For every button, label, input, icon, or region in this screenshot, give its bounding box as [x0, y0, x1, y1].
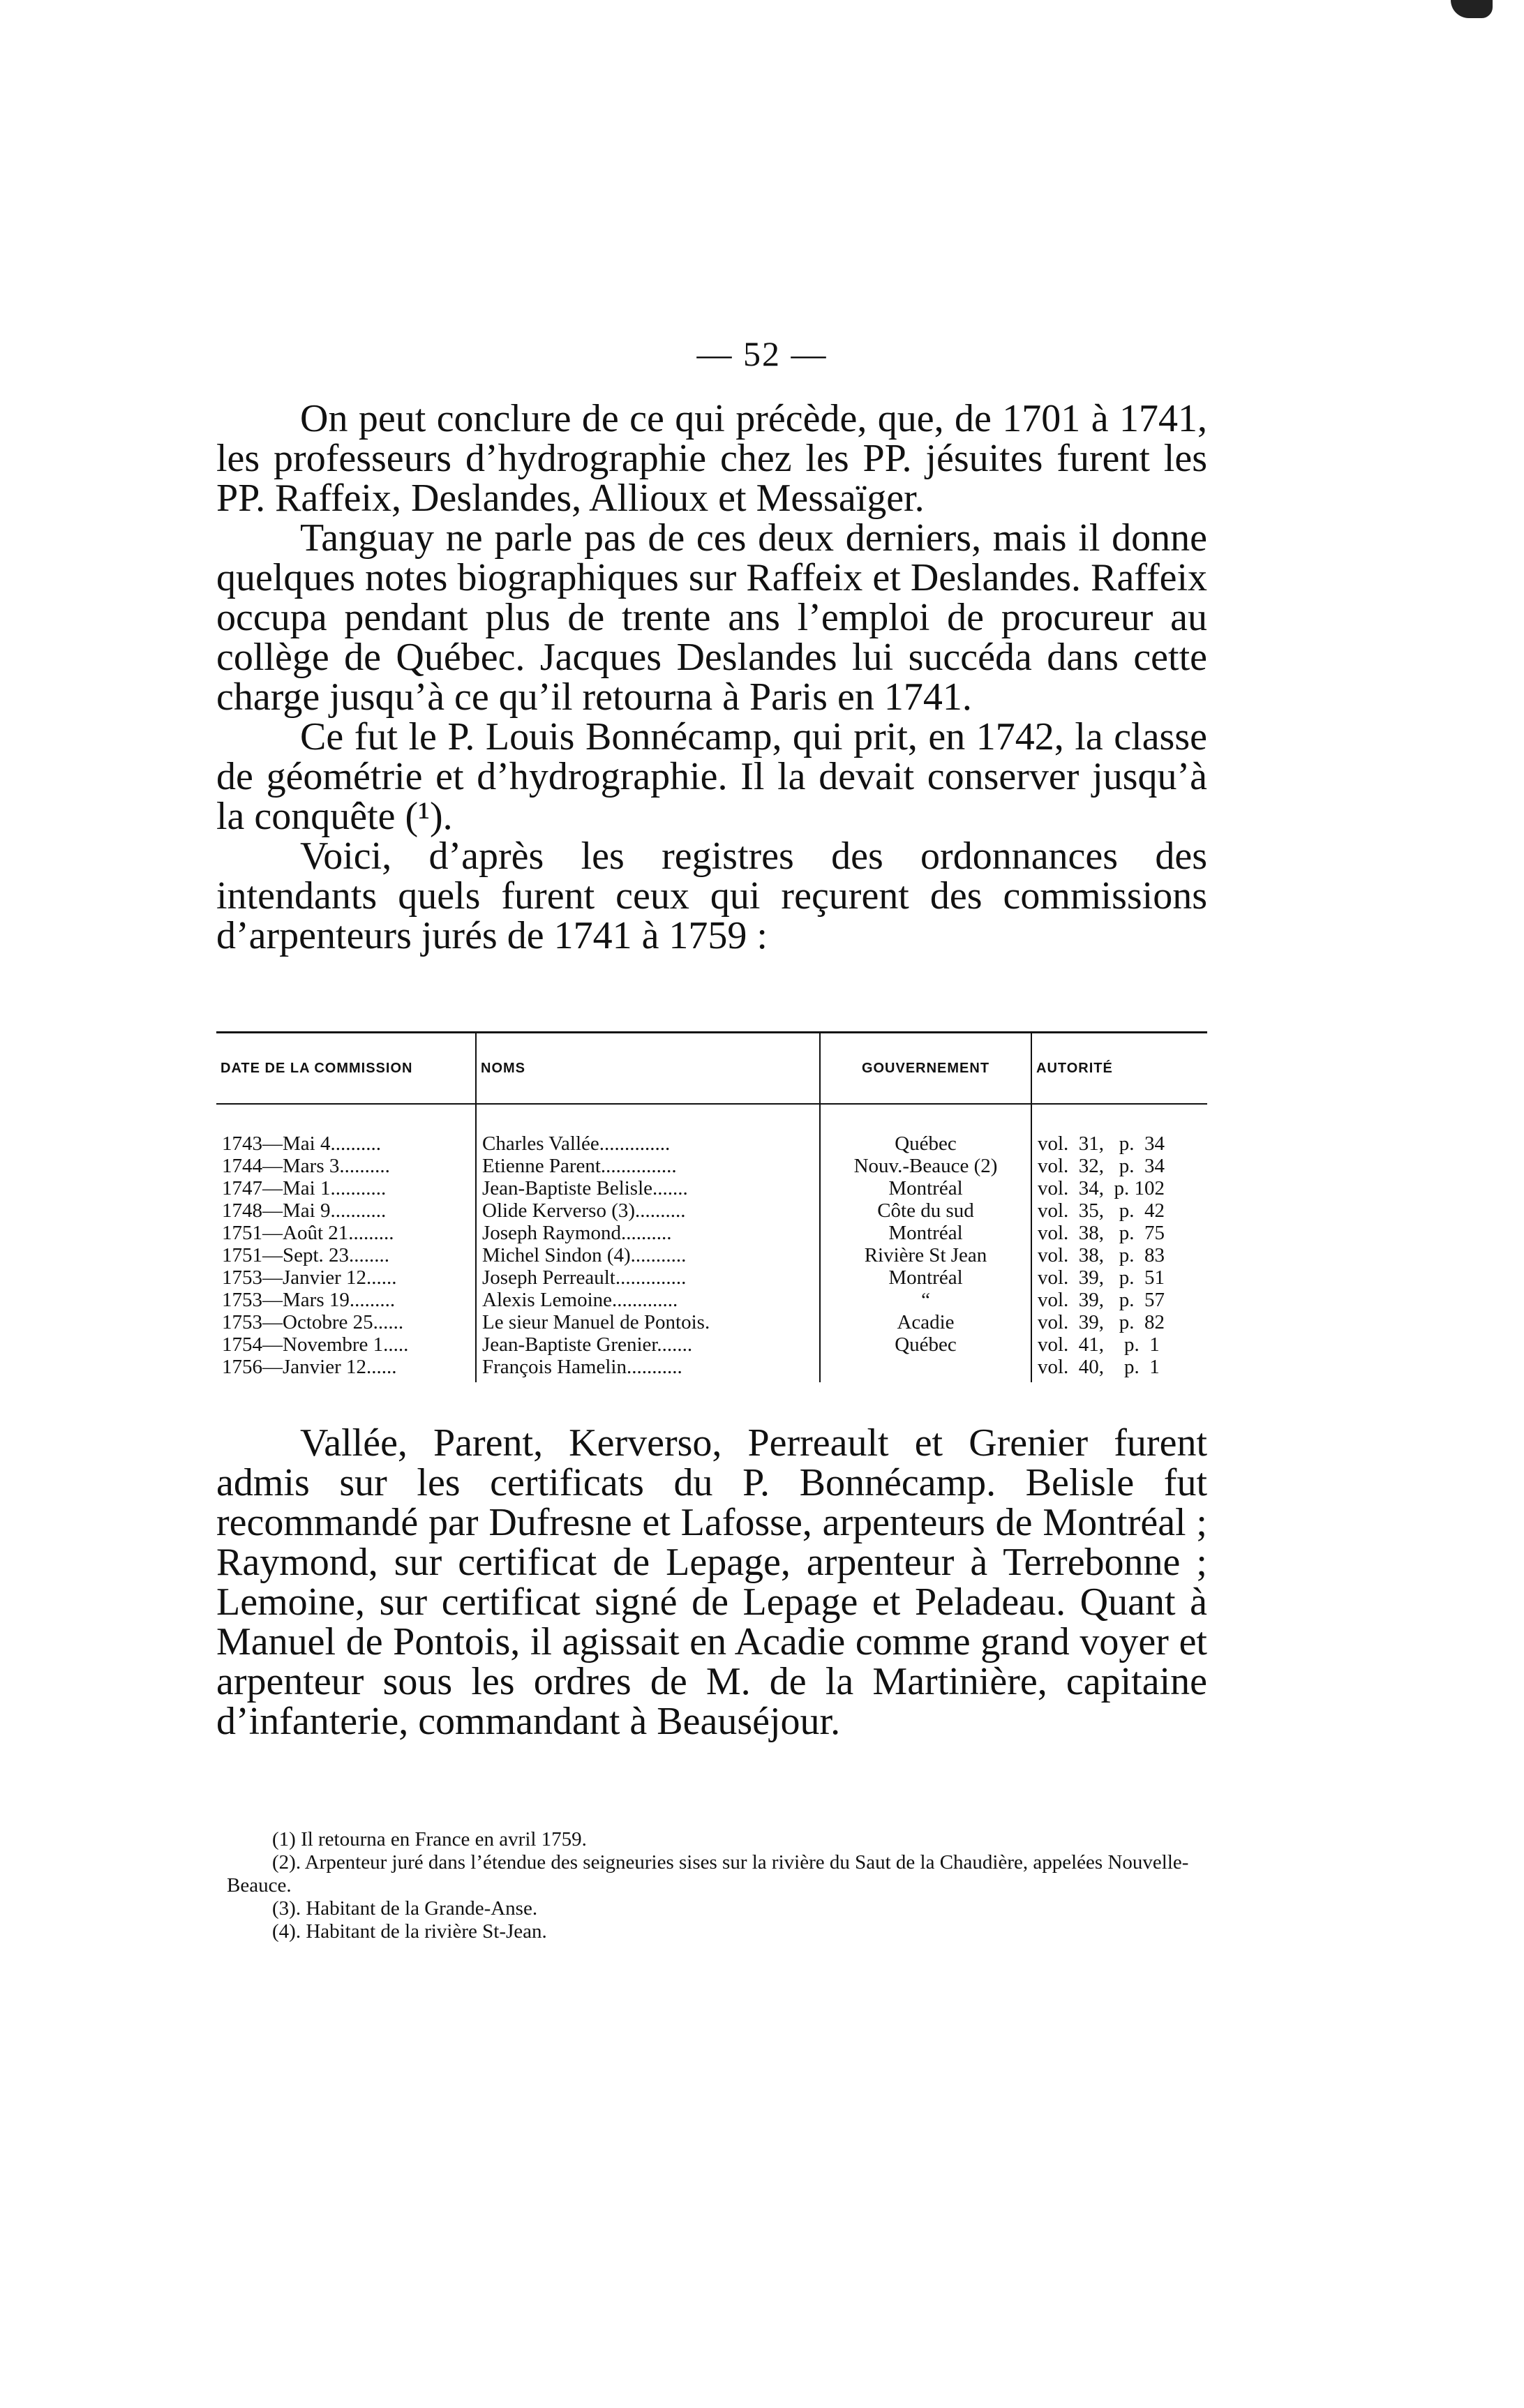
gouvernement-cell: Acadie	[820, 1311, 1031, 1333]
page-number: — 52 —	[696, 334, 828, 373]
gouvernement-cell: “	[820, 1289, 1031, 1311]
header-date: DATE DE LA COMMISSION	[216, 1033, 476, 1104]
autorite-cell: vol. 35, p. 42	[1031, 1199, 1207, 1222]
name-cell: Joseph Raymond..........	[476, 1222, 820, 1244]
autorite-cell: vol. 31, p. 34	[1031, 1104, 1207, 1155]
gouvernement-cell: Nouv.-Beauce (2)	[820, 1155, 1031, 1177]
name-cell: Michel Sindon (4)...........	[476, 1244, 820, 1266]
date-cell: 1748—Mai 9...........	[222, 1199, 387, 1222]
date-cell: 1756—Janvier 12......	[222, 1356, 397, 1378]
date-cell: 1751—Sept. 23........	[222, 1244, 390, 1266]
footnote: (2). Arpenteur juré dans l’étendue des seigneuries sises sur la rivière du Saut de la Chaudière, appelées Nouvelle-Beauce.	[227, 1851, 1189, 1897]
date-cell: 1753—Janvier 12......	[222, 1266, 397, 1289]
gouvernement-cell	[820, 1356, 1031, 1382]
gouvernement-cell: Rivière St Jean	[820, 1244, 1031, 1266]
autorite-cell: vol. 39, p. 57	[1031, 1289, 1207, 1311]
name-cell: Le sieur Manuel de Pontois.	[476, 1311, 820, 1333]
footnote: (4). Habitant de la rivière St-Jean.	[272, 1920, 547, 1943]
name-cell: Olide Kerverso (3)..........	[476, 1199, 820, 1222]
name-cell: Etienne Parent...............	[476, 1155, 820, 1177]
autorite-cell: vol. 38, p. 75	[1031, 1222, 1207, 1244]
gouvernement-cell: Montréal	[820, 1177, 1031, 1199]
name-cell: François Hamelin...........	[476, 1356, 820, 1382]
name-cell: Joseph Perreault..............	[476, 1266, 820, 1289]
autorite-cell: vol. 39, p. 82	[1031, 1311, 1207, 1333]
table	[216, 1033, 1207, 1382]
name-cell: Jean-Baptiste Belisle.......	[476, 1177, 820, 1199]
header-gouvernement: GOUVERNEMENT	[820, 1033, 1031, 1104]
footnote: (1) Il retourna en France en avril 1759.	[272, 1828, 587, 1850]
table-row	[216, 1266, 1207, 1289]
closing-text	[216, 1423, 1207, 1742]
table-row	[216, 1104, 1207, 1155]
gouvernement-cell: Montréal	[820, 1266, 1031, 1289]
date-cell: 1753—Mars 19.........	[222, 1289, 396, 1311]
table-row	[216, 1333, 1207, 1356]
date-cell: 1744—Mars 3..........	[222, 1155, 390, 1177]
table-row	[216, 1356, 1207, 1382]
autorite-cell: vol. 34, p. 102	[1031, 1177, 1207, 1199]
autorite-cell: vol. 38, p. 83	[1031, 1244, 1207, 1266]
name-cell: Charles Vallée..............	[476, 1104, 820, 1155]
table-body	[216, 1104, 1207, 1382]
paragraph: Tanguay ne parle pas de ces deux derniers, mais il donne quelques notes biographiques sur Raffeix et Deslandes. Raffeix occupa pendant plus de trente ans l’emploi de procureur au collège de Québec. Jacques Deslandes lui succéda dans cette charge jusqu’à ce qu’il retourna à Paris en 1741.	[216, 516, 1207, 719]
name-cell: Jean-Baptiste Grenier.......	[476, 1333, 820, 1356]
gouvernement-cell: Québec	[820, 1333, 1031, 1356]
table-row	[216, 1199, 1207, 1222]
autorite-cell: vol. 32, p. 34	[1031, 1155, 1207, 1177]
intro-text	[216, 399, 1207, 956]
table-header-row	[216, 1033, 1207, 1104]
commissions-table	[216, 1031, 1207, 1382]
autorite-cell: vol. 40, p. 1	[1031, 1356, 1207, 1382]
table-row	[216, 1222, 1207, 1244]
date-cell: 1751—Août 21.........	[222, 1222, 394, 1244]
header-noms: NOMS	[476, 1033, 820, 1104]
ink-blot	[1451, 0, 1493, 18]
footnotes	[227, 1828, 1218, 1943]
table-row	[216, 1289, 1207, 1311]
date-cell: 1754—Novembre 1.....	[222, 1333, 409, 1356]
name-cell: Alexis Lemoine.............	[476, 1289, 820, 1311]
date-cell: 1743—Mai 4..........	[222, 1132, 381, 1155]
gouvernement-cell: Côte du sud	[820, 1199, 1031, 1222]
paragraph: Ce fut le P. Louis Bonnécamp, qui prit, en 1742, la classe de géométrie et d’hydrographie. Il la devait conserver jusqu’à la conquête (¹).	[216, 715, 1207, 838]
autorite-cell: vol. 39, p. 51	[1031, 1266, 1207, 1289]
table-row	[216, 1177, 1207, 1199]
gouvernement-cell: Québec	[820, 1104, 1031, 1155]
gouvernement-cell: Montréal	[820, 1222, 1031, 1244]
paragraph: On peut conclure de ce qui précède, que, de 1701 à 1741, les professeurs d’hydrographie chez les PP. jésuites furent les PP. Raffeix, Deslandes, Allioux et Messaïger.	[216, 397, 1207, 520]
paragraph: Vallée, Parent, Kerverso, Perreault et Grenier furent admis sur les certificats du P. Bonnécamp. Belisle fut recommandé par Dufresne et Lafosse, arpenteurs de Montréal ; Raymond, sur certificat de Lepage, arpenteur à Terrebonne ; Lemoine, sur certificat signé de Lepage et Peladeau. Quant à Manuel de Pontois, il agissait en Acadie comme grand voyer et arpenteur sous les ordres de M. de la Martinière, capitaine d’infanterie, commandant à Beauséjour.	[216, 1421, 1207, 1743]
footnote: (3). Habitant de la Grande-Anse.	[272, 1897, 538, 1920]
date-cell: 1747—Mai 1...........	[222, 1177, 387, 1199]
table-row	[216, 1311, 1207, 1333]
paragraph: Voici, d’après les registres des ordonnances des intendants quels furent ceux qui reçurent des commissions d’arpenteurs jurés de 1741 à 1759 :	[216, 835, 1207, 957]
table-row	[216, 1244, 1207, 1266]
autorite-cell: vol. 41, p. 1	[1031, 1333, 1207, 1356]
header-autorite: AUTORITÉ	[1031, 1033, 1207, 1104]
table-row	[216, 1155, 1207, 1177]
date-cell: 1753—Octobre 25......	[222, 1311, 404, 1333]
